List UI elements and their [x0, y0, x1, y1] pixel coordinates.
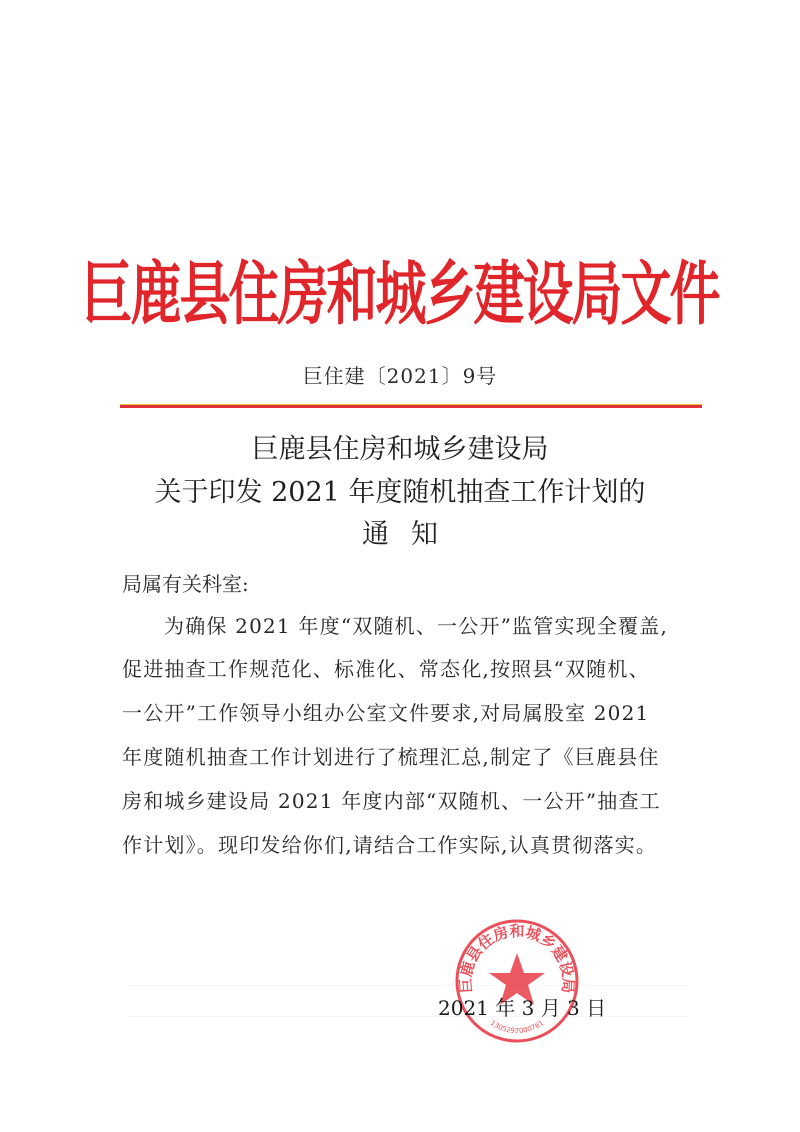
document-masthead: 巨鹿县住房和城乡建设局文件: [81, 254, 719, 336]
body-line: 为确保 2021 年度“双随机、一公开”监管实现全覆盖,: [164, 614, 669, 638]
body-line: 年度随机抽查工作计划进行了梳理汇总,制定了《巨鹿县住: [122, 745, 660, 769]
red-divider-rule: [120, 404, 702, 408]
seal-ring-text: 巨鹿县住房和城乡建设局: [456, 922, 578, 994]
body-line: 促进抽查工作规范化、标准化、常态化,按照县“双随机、: [122, 657, 650, 681]
body-line: 作计划》。现印发给你们,请结合工作实际,认真贯彻落实。: [122, 833, 658, 857]
official-seal-stamp-icon: [453, 917, 581, 1045]
body-line: 房和城乡建设局 2021 年度内部“双随机、一公开”抽查工: [122, 789, 661, 813]
seal-code-text: 1305297000761: [488, 1018, 546, 1036]
document-number: 巨住建〔2021〕9号: [302, 364, 498, 388]
body-line: 一公开”工作领导小组办公室文件要求,对局属股室 2021: [122, 701, 650, 725]
salutation: 局属有关科室:: [122, 572, 249, 596]
document-title-line-1: 巨鹿县住房和城乡建设局: [251, 434, 549, 465]
issue-date: 2021 年 3 月 3 日: [438, 996, 607, 1020]
svg-text:1305297000761: [489, 1019, 546, 1035]
document-title-line-2: 关于印发 2021 年度随机抽查工作计划的: [154, 477, 646, 508]
document-title-line-3: 通知: [362, 519, 460, 550]
